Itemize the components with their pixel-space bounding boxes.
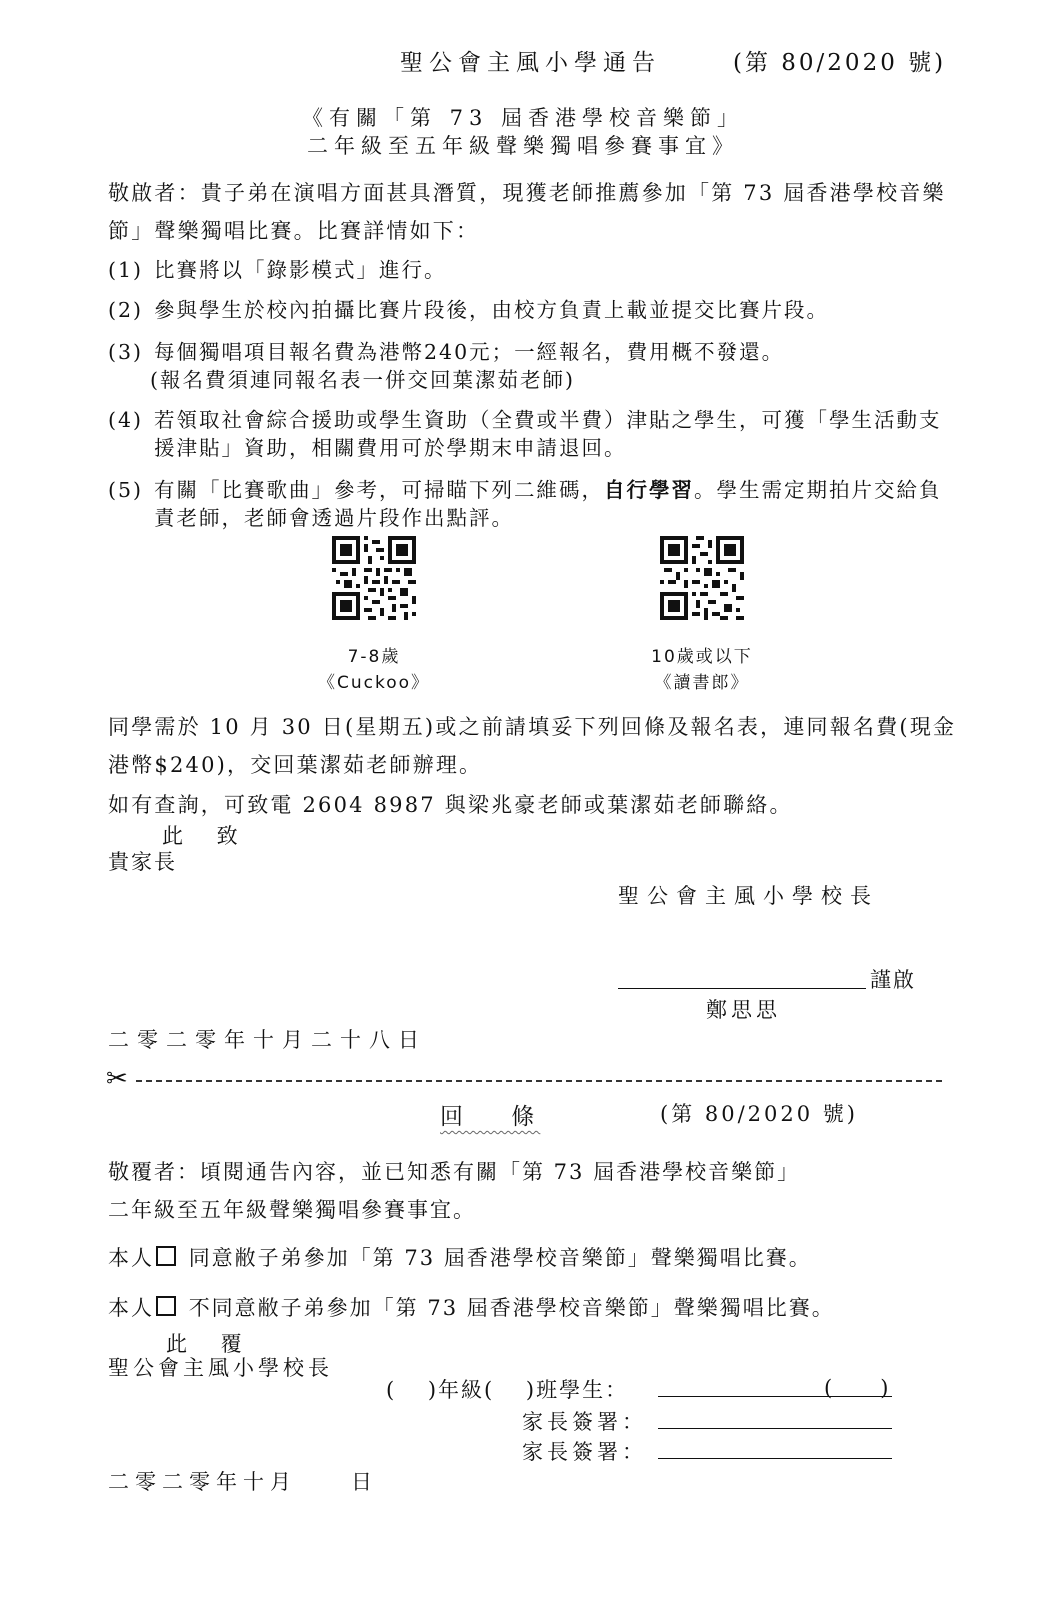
intro-paragraph: 敬啟者：貴子弟在演唱方面甚具潛質，現獲老師推薦參加「第 73 屆香港學校音樂節」聲樂獨唱比賽。比賽詳情如下： — [108, 181, 946, 243]
self-study-emphasis: 自行學習 — [604, 478, 694, 502]
option-prefix: 本人 — [108, 1296, 154, 1320]
parent-signature-label: 家長簽署： — [522, 1440, 647, 1464]
agree-label: 同意敝子弟參加「第 73 屆香港學校音樂節」聲樂獨唱比賽。 — [188, 1246, 812, 1270]
item-note: (報名費須連同報名表一併交回葉潔茹老師) — [150, 368, 575, 392]
disagree-checkbox[interactable] — [156, 1296, 176, 1316]
disagree-option — [108, 1292, 835, 1322]
qr-song-label: 《Cuckoo》 — [317, 673, 431, 693]
cut-line-divider — [136, 1080, 942, 1082]
subject-line-1: 《有關「第 73 屆香港學校音樂節」 — [301, 106, 745, 130]
item-text: 若領取社會綜合援助或學生資助（全費或半費）津貼之學生，可獲「學生活動支援津貼」資助，相關費用可於學期末申請退回。 — [154, 408, 942, 460]
notice-date: 二零二零年十月二十八日 — [108, 1028, 427, 1052]
reply-date: 二零二零年十月 日 — [108, 1470, 378, 1494]
item-text-part: 。學生需定期拍片交給負責老師，老師會透過片段作出點評。 — [154, 478, 942, 530]
qr-code-du-shu-lang[interactable] — [660, 536, 744, 620]
reply-slip-title: 回 條 — [440, 1104, 541, 1130]
reply-recipient: 聖公會主風小學校長 — [108, 1356, 333, 1380]
closing-ci-zhi: 此 致 — [162, 824, 240, 848]
principal-name: 鄭思思 — [706, 998, 781, 1022]
reply-notice-number: (第 80/2020 號) — [660, 1102, 858, 1126]
item-text — [154, 476, 954, 532]
notice-number: (第 80/2020 號) — [733, 50, 947, 76]
item-number: (4) — [108, 408, 144, 432]
reply-paragraph-line-2: 二年級至五年級聲樂獨唱參賽事宜。 — [108, 1198, 476, 1222]
parent-signature-field[interactable] — [658, 1458, 892, 1459]
item-text: 參與學生於校內拍攝比賽片段後，由校方負責上載並提交比賽片段。 — [154, 298, 829, 322]
qr-song-label: 《讀書郎》 — [654, 673, 750, 693]
disagree-label: 不同意敝子弟參加「第 73 屆香港學校音樂節」聲樂獨唱比賽。 — [188, 1296, 835, 1320]
student-number-field[interactable]: ( ) — [824, 1376, 891, 1400]
scissors-icon: ✂ — [106, 1064, 128, 1094]
item-number: (1) — [108, 258, 144, 282]
item-text: 每個獨唱項目報名費為港幣240元；一經報名，費用概不發還。 — [154, 340, 785, 364]
option-prefix: 本人 — [108, 1246, 154, 1270]
closing-recipient: 貴家長 — [108, 850, 177, 874]
item-text-part: 有關「比賽歌曲」參考，可掃瞄下列二維碼， — [154, 478, 604, 502]
parent-signature-label: 家長簽署： — [522, 1410, 647, 1434]
parent-signature-field[interactable] — [658, 1428, 892, 1429]
reply-paragraph-line-1: 敬覆者：頃閱通告內容，並已知悉有關「第 73 屆香港學校音樂節」 — [108, 1160, 801, 1184]
enquiry-paragraph: 如有查詢，可致電 2604 8987 與梁兆豪老師或葉潔茹老師聯絡。 — [108, 793, 793, 817]
item-number: (3) — [108, 340, 144, 364]
agree-option — [108, 1242, 812, 1272]
class-student-label: ( )年級( )班學生： — [386, 1378, 629, 1402]
deadline-paragraph: 同學需於 10 月 30 日(星期五)或之前請填妥下列回條及報名表，連同報名費(現金港幣$240)，交回葉潔茹老師辦理。 — [108, 715, 957, 777]
principal-title: 聖公會主風小學校長 — [618, 884, 879, 908]
reply-ci-fu: 此 覆 — [166, 1332, 244, 1356]
item-number: (2) — [108, 298, 144, 322]
qr-age-label: 10歲或以下 — [651, 647, 753, 667]
agree-checkbox[interactable] — [156, 1246, 176, 1266]
item-number: (5) — [108, 478, 144, 502]
school-notice-title: 聖公會主風小學通告 — [400, 50, 661, 76]
qr-age-label: 7-8歲 — [347, 647, 401, 667]
subject-line-2: 二年級至五年級聲樂獨唱參賽事宜》 — [307, 134, 739, 158]
jin-qi: 謹啟 — [870, 968, 916, 992]
item-text: 比賽將以「錄影模式」進行。 — [154, 258, 447, 282]
principal-signature-line — [618, 988, 866, 989]
qr-code-cuckoo[interactable] — [332, 536, 416, 620]
